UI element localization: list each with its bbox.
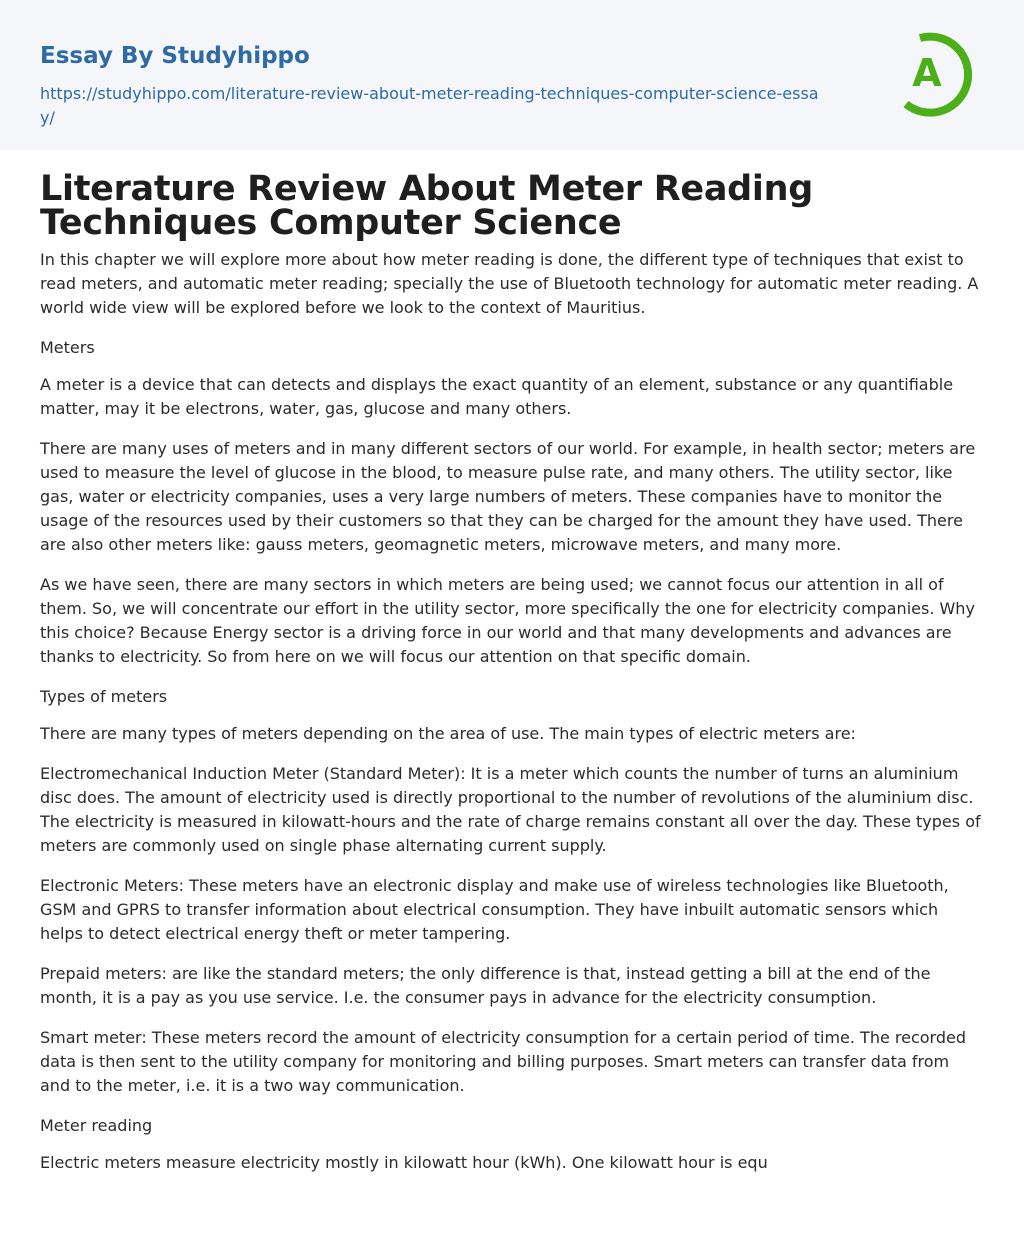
- section-heading-meters: Meters: [40, 338, 95, 357]
- paragraph-truncated: Electric meters measure electricity mostly in kilowatt hour (kWh). One kilowatt hour is equ: [40, 1153, 768, 1172]
- paragraph: Electromechanical Induction Meter (Standard Meter): It is a meter which counts the number of turns an aluminium disc does. The amount of electricity used is directly proportional to the number of revolutions of the aluminium disc. The electricity is measured in kilowatt-hours and the rate of charge remains constant all over the day. These types of meters are commonly used on single phase alternating current supply.: [40, 764, 981, 855]
- article-content: [0, 169, 1024, 1175]
- paragraph: Smart meter: These meters record the amount of electricity consumption for a certain period of time. The recorded data is then sent to the utility company for monitoring and billing purposes. Smart meters can transfer data from and to the meter, i.e. it is a two way communication.: [40, 1028, 966, 1095]
- paragraph: Electronic Meters: These meters have an electronic display and make use of wireless technologies like Bluetooth, GSM and GPRS to transfer information about electrical consumption. They have inbuilt automatic sensors which helps to detect electrical energy theft or meter tampering.: [40, 876, 949, 943]
- section-heading-types-of-meters: Types of meters: [40, 687, 168, 706]
- studyhippo-logo-icon[interactable]: [896, 28, 986, 118]
- paragraph: As we have seen, there are many sectors in which meters are being used; we cannot focus our attention in all of them. So, we will concentrate our effort in the utility sector, more specifically the one for electricity companies. Why this choice? Because Energy sector is a driving force in our world and that many developments and advances are thanks to electricity. So from here on we will focus our attention on that specific domain.: [40, 575, 975, 666]
- brand-title[interactable]: Essay By Studyhippo: [40, 43, 310, 69]
- paragraph: A meter is a device that can detects and displays the exact quantity of an element, substance or any quantifiable matter, may it be electrons, water, gas, glucose and many others.: [40, 375, 954, 418]
- paragraph: There are many uses of meters and in many different sectors of our world. For example, in health sector; meters are used to measure the level of glucose in the blood, to measure pulse rate, and many others. The utility sector, like gas, water or electricity companies, uses a very large numbers of meters. These companies have to monitor the usage of the resources used by their customers so that they can be charged for the amount they have used. There are also other meters like: gauss meters, geomagnetic meters, microwave meters, and many more.: [40, 439, 976, 554]
- paragraph-intro: In this chapter we will explore more about how meter reading is done, the different type of techniques that exist to read meters, and automatic meter reading; specially the use of Bluetooth technology for automatic meter reading. A world wide view will be explored before we look to the context of Mauritius.: [40, 250, 979, 317]
- logo-letter: A: [912, 51, 942, 95]
- site-header: [0, 0, 1024, 150]
- section-heading-meter-reading: Meter reading: [40, 1116, 153, 1135]
- paragraph: Prepaid meters: are like the standard meters; the only difference is that, instead getting a bill at the end of the month, it is a pay as you use service. I.e. the consumer pays in advance for the electricity consumption.: [40, 964, 931, 1007]
- article-title: Literature Review About Meter Reading Techniques Computer Science: [40, 169, 813, 243]
- essay-url-link[interactable]: https://studyhippo.com/literature-review-about-meter-reading-techniques-computer-science-essay/: [40, 84, 819, 127]
- paragraph: There are many types of meters depending on the area of use. The main types of electric meters are:: [40, 724, 856, 743]
